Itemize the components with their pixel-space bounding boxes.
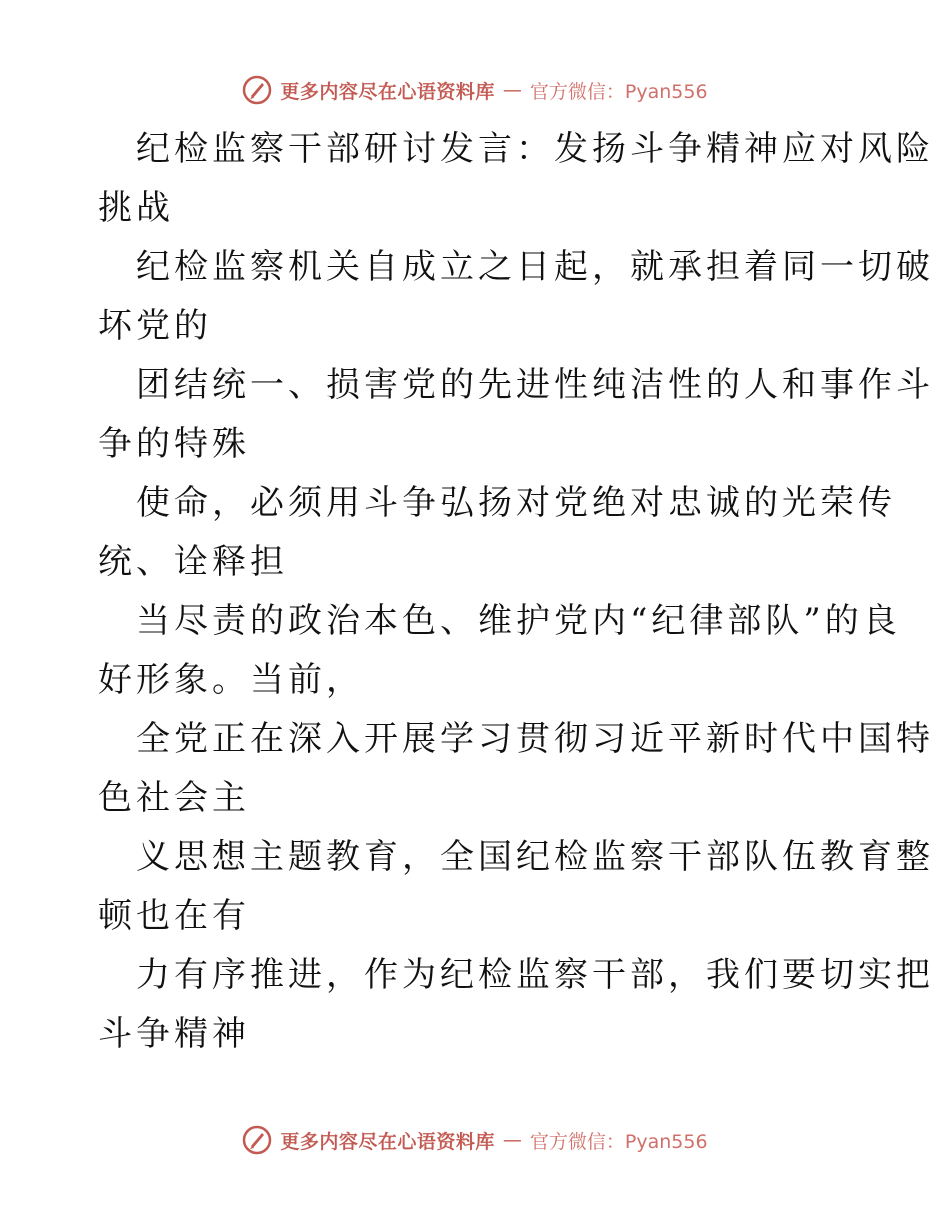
paragraph-line: 斗争精神	[98, 1014, 250, 1054]
quill-logo-icon	[242, 75, 272, 105]
document-body	[98, 120, 934, 1064]
paragraph-line: 好形象。当前，	[98, 660, 364, 700]
watermark-text: 更多内容尽在心语资料库	[280, 80, 495, 103]
paragraph-line: 坏党的	[98, 306, 212, 346]
footer-watermark	[0, 1120, 950, 1160]
watermark-dash: —	[502, 1129, 522, 1151]
title-line-2: 挑战	[98, 188, 174, 228]
paragraph-line: 统、诠释担	[98, 542, 288, 582]
paragraph-line: 义思想主题教育，全国纪检监察干部队伍教育整	[136, 837, 934, 877]
paragraph-line: 争的特殊	[98, 424, 250, 464]
paragraph-line: 全党正在深入开展学习贯彻习近平新时代中国特	[136, 719, 934, 759]
paragraph-line: 纪检监察机关自成立之日起，就承担着同一切破	[136, 247, 934, 287]
paragraph-line: 顿也在有	[98, 896, 250, 936]
watermark-wechat: 官方微信：Pyan556	[529, 1130, 708, 1153]
paragraph-line: 色社会主	[98, 778, 250, 818]
paragraph-line: 使命，必须用斗争弘扬对党绝对忠诚的光荣传	[136, 483, 896, 523]
header-watermark	[0, 70, 950, 110]
watermark-dash: —	[502, 79, 522, 101]
watermark-text: 更多内容尽在心语资料库	[280, 1130, 495, 1153]
paragraph-line: 当尽责的政治本色、维护党内“纪律部队”的良	[136, 601, 901, 641]
quill-logo-icon	[242, 1125, 272, 1155]
paragraph-line: 力有序推进，作为纪检监察干部，我们要切实把	[136, 955, 934, 995]
title-line-1: 纪检监察干部研讨发言：发扬斗争精神应对风险	[136, 129, 934, 169]
watermark-wechat: 官方微信：Pyan556	[529, 80, 708, 103]
paragraph-line: 团结统一、损害党的先进性纯洁性的人和事作斗	[136, 365, 934, 405]
